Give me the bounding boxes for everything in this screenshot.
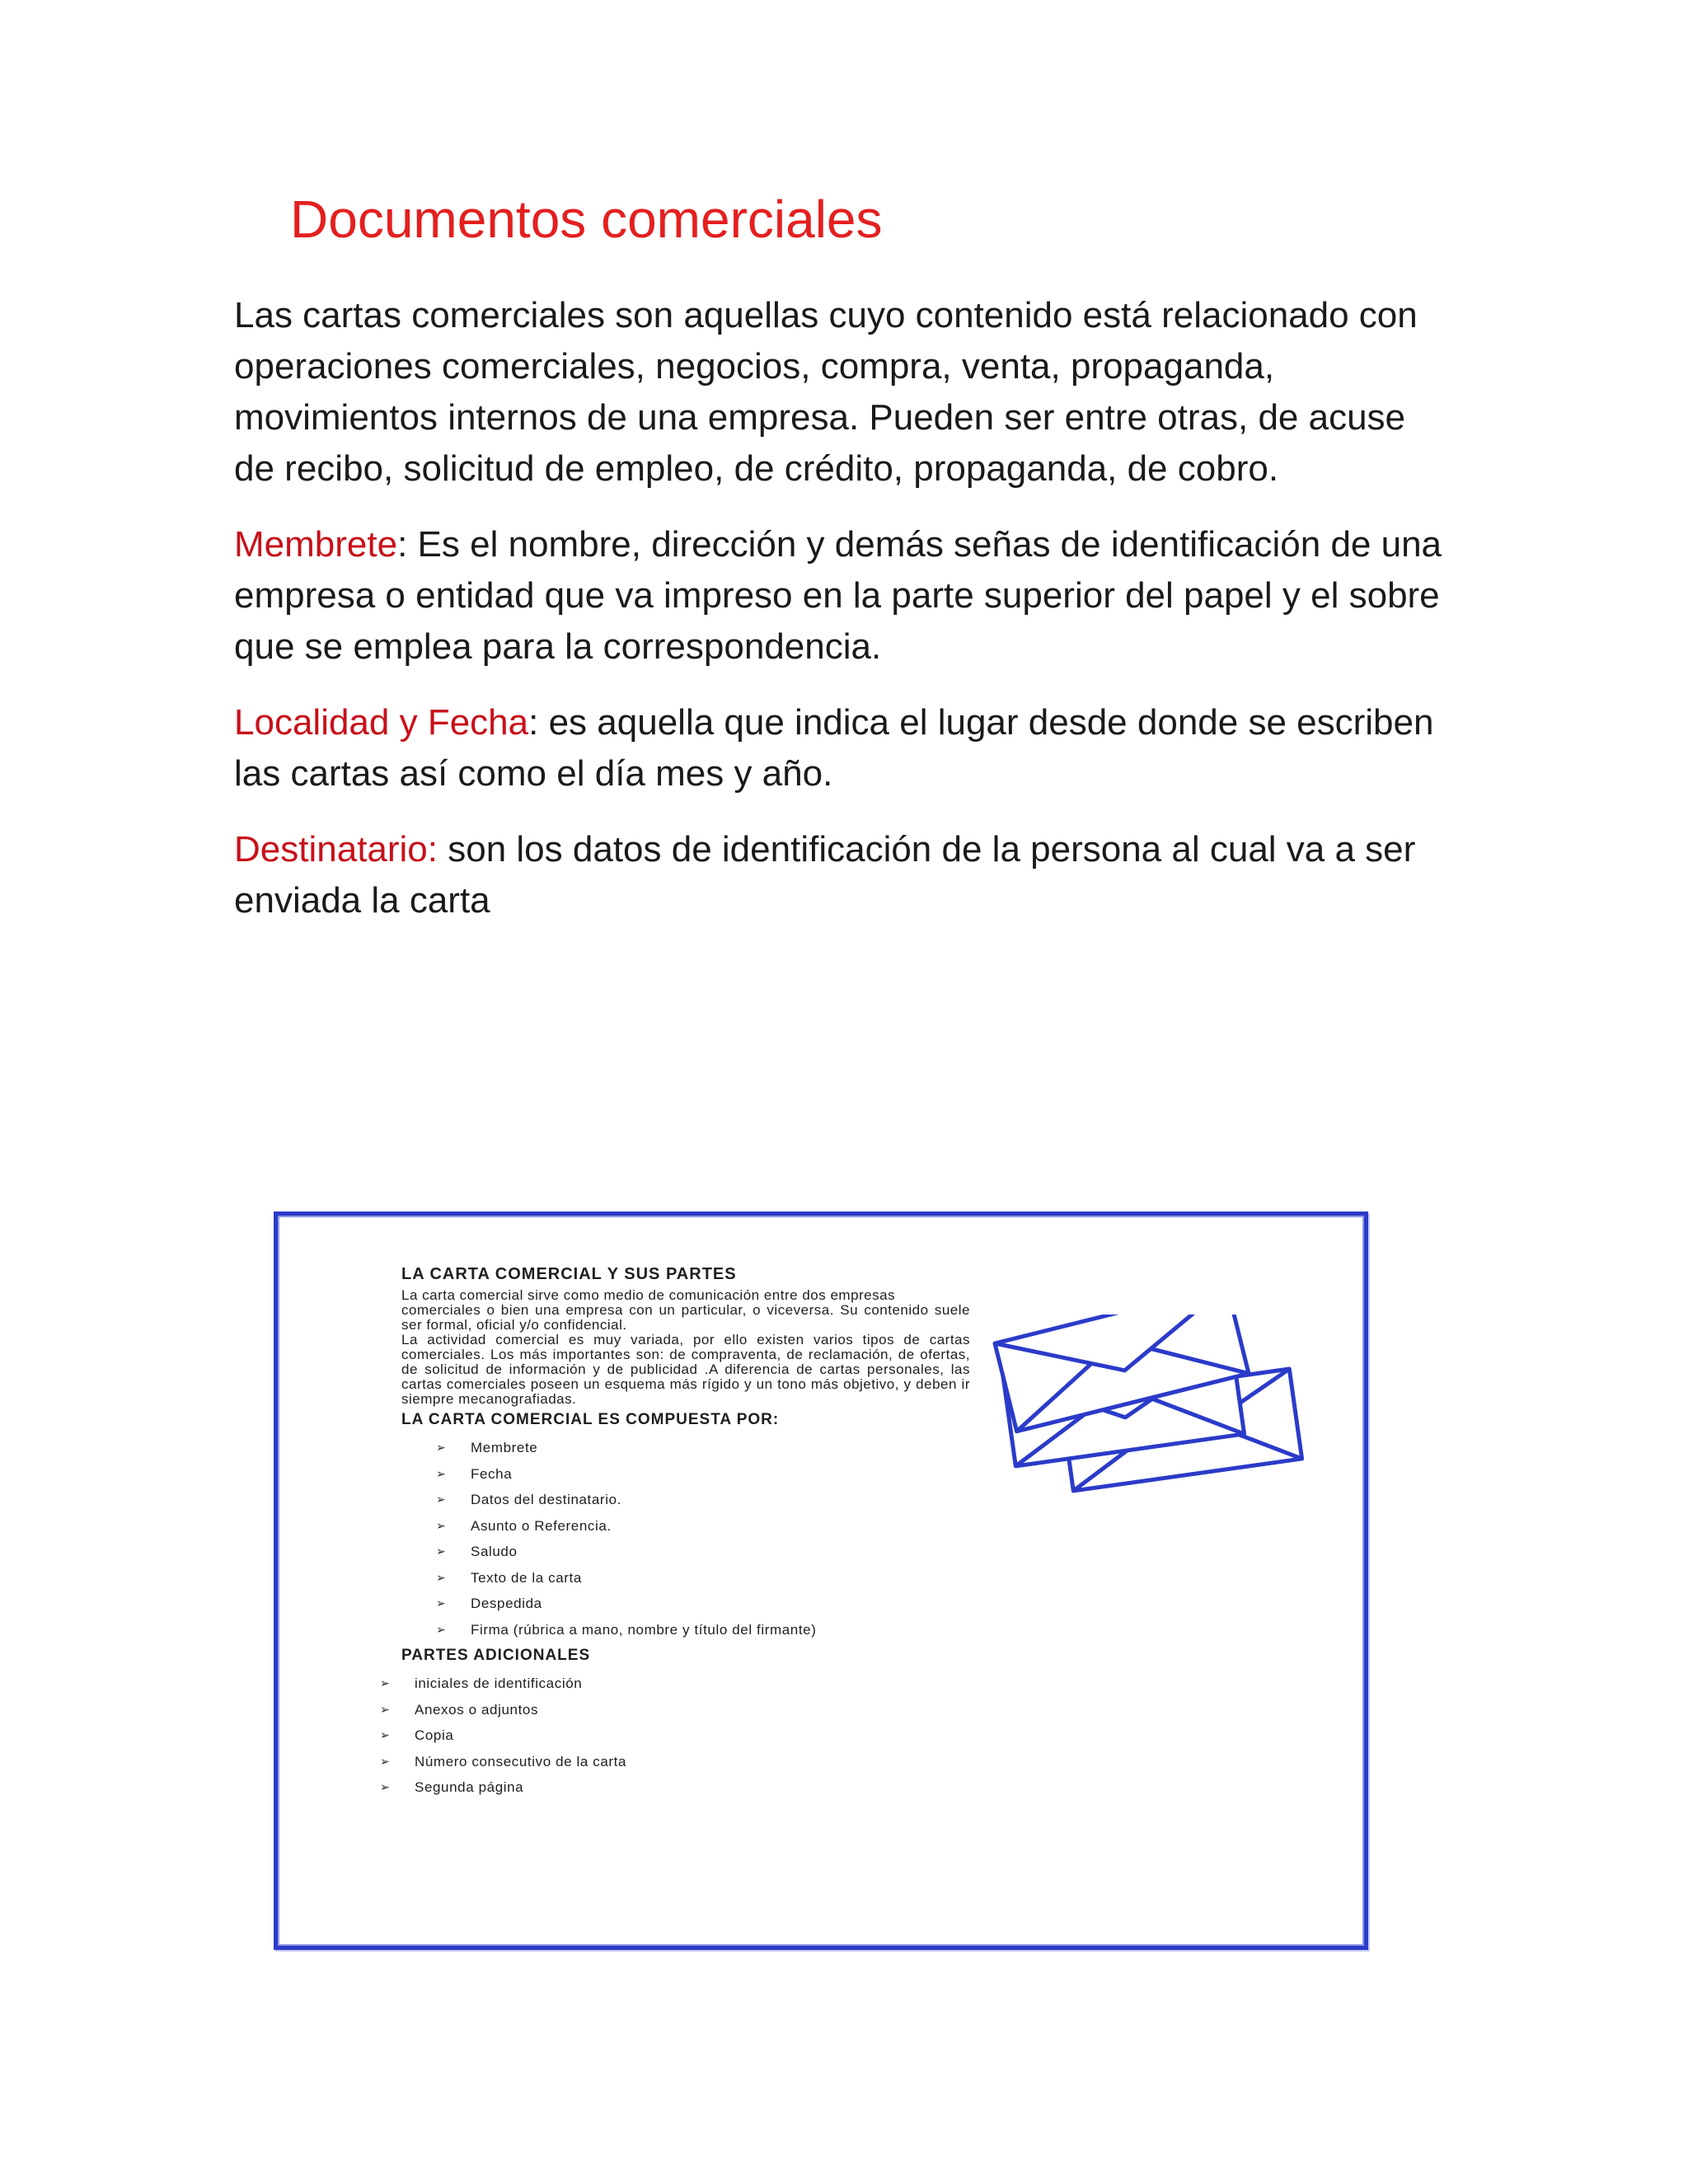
page-title: Documentos comerciales — [290, 190, 883, 249]
figure-text — [380, 1263, 1275, 1801]
list-item: ➢ Número consecutivo de la carta — [380, 1749, 1275, 1775]
list-item: ➢ Asunto o Referencia. — [436, 1513, 1275, 1540]
list-item: ➢ Anexos o adjuntos — [380, 1697, 1275, 1723]
figure-paragraph-line: La carta comercial sirve como medio de comunicación entre dos empresas — [401, 1287, 896, 1303]
list-item: ➢ Segunda página — [380, 1774, 1275, 1801]
intro-paragraph: Las cartas comerciales son aquellas cuyo contenido está relacionado con operaciones comerciales, negocios, compra, venta, propaganda, movimientos internos de una empresa. Pueden ser entre otras, de acuse de recibo, solicitud de empleo, de crédito, propaganda, de cobro. — [234, 295, 1418, 489]
letter-parts-figure — [274, 1212, 1368, 1950]
arrow-bullet-icon: ➢ — [380, 1728, 391, 1741]
definition-localidad-fecha — [234, 697, 1454, 799]
list-item: ➢ Membrete — [436, 1435, 1275, 1461]
term-separator: : — [397, 524, 408, 565]
term-separator: : — [528, 702, 539, 743]
list-item: ➢ Copia — [380, 1722, 1275, 1749]
arrow-bullet-icon: ➢ — [380, 1702, 391, 1716]
term-label: Destinatario: — [234, 829, 438, 869]
definition-text: es aquella que indica el lugar desde donde se escriben las cartas así como el día mes y año. — [234, 702, 1434, 794]
list-item: ➢ Texto de la carta — [436, 1565, 1275, 1591]
arrow-bullet-icon: ➢ — [380, 1780, 391, 1793]
definition-membrete — [234, 519, 1454, 673]
figure-subheading: LA CARTA COMERCIAL ES COMPUESTA POR: — [401, 1411, 780, 1428]
figure-paragraph: La actividad comercial es muy variada, por ello existen varios tipos de cartas comerciales. Los más importantes son: de compraventa, de reclamación, de ofertas, de solicitud de información y de publicidad .A diferencia de cartas personales, las cartas comerciales poseen un esquema más rígido y un tono más objetivo, y deben ir siempre mecanografiadas. — [401, 1332, 970, 1407]
list-item: ➢ Datos del destinatario. — [436, 1487, 1275, 1513]
arrow-bullet-icon: ➢ — [436, 1596, 447, 1610]
figure-heading: LA CARTA COMERCIAL Y SUS PARTES — [401, 1265, 737, 1283]
arrow-bullet-icon: ➢ — [380, 1754, 391, 1768]
additional-parts-list — [380, 1671, 1275, 1801]
definition-destinatario — [234, 824, 1454, 926]
arrow-bullet-icon: ➢ — [380, 1676, 391, 1690]
list-item: ➢ Despedida — [436, 1591, 1275, 1617]
definition-text: Es el nombre, dirección y demás señas de identificación de una empresa o entidad que va impreso en la parte superior del papel y el sobre que se emplea para la correspondencia. — [234, 524, 1442, 667]
document-body — [234, 290, 1454, 951]
arrow-bullet-icon: ➢ — [436, 1622, 447, 1636]
list-item: ➢ Saludo — [436, 1539, 1275, 1565]
arrow-bullet-icon: ➢ — [436, 1544, 447, 1558]
figure-paragraph: comerciales o bien una empresa con un particular, o viceversa. Su contenido suele ser formal, oficial y/o confidencial. — [401, 1302, 970, 1333]
term-label: Membrete — [234, 524, 398, 565]
arrow-bullet-icon: ➢ — [436, 1441, 447, 1454]
arrow-bullet-icon: ➢ — [436, 1518, 447, 1532]
figure-subheading: PARTES ADICIONALES — [401, 1647, 591, 1664]
arrow-bullet-icon: ➢ — [436, 1493, 447, 1506]
list-item: ➢ Firma (rúbrica a mano, nombre y título del firmante) — [436, 1617, 1275, 1643]
parts-list — [436, 1435, 1275, 1643]
arrow-bullet-icon: ➢ — [436, 1466, 447, 1480]
list-item: ➢ Fecha — [436, 1461, 1275, 1488]
definition-text: son los datos de identificación de la persona al cual va a ser enviada la carta — [234, 829, 1416, 921]
term-label: Localidad y Fecha — [234, 702, 529, 743]
arrow-bullet-icon: ➢ — [436, 1570, 447, 1584]
list-item: ➢ iniciales de identificación — [380, 1671, 1275, 1697]
